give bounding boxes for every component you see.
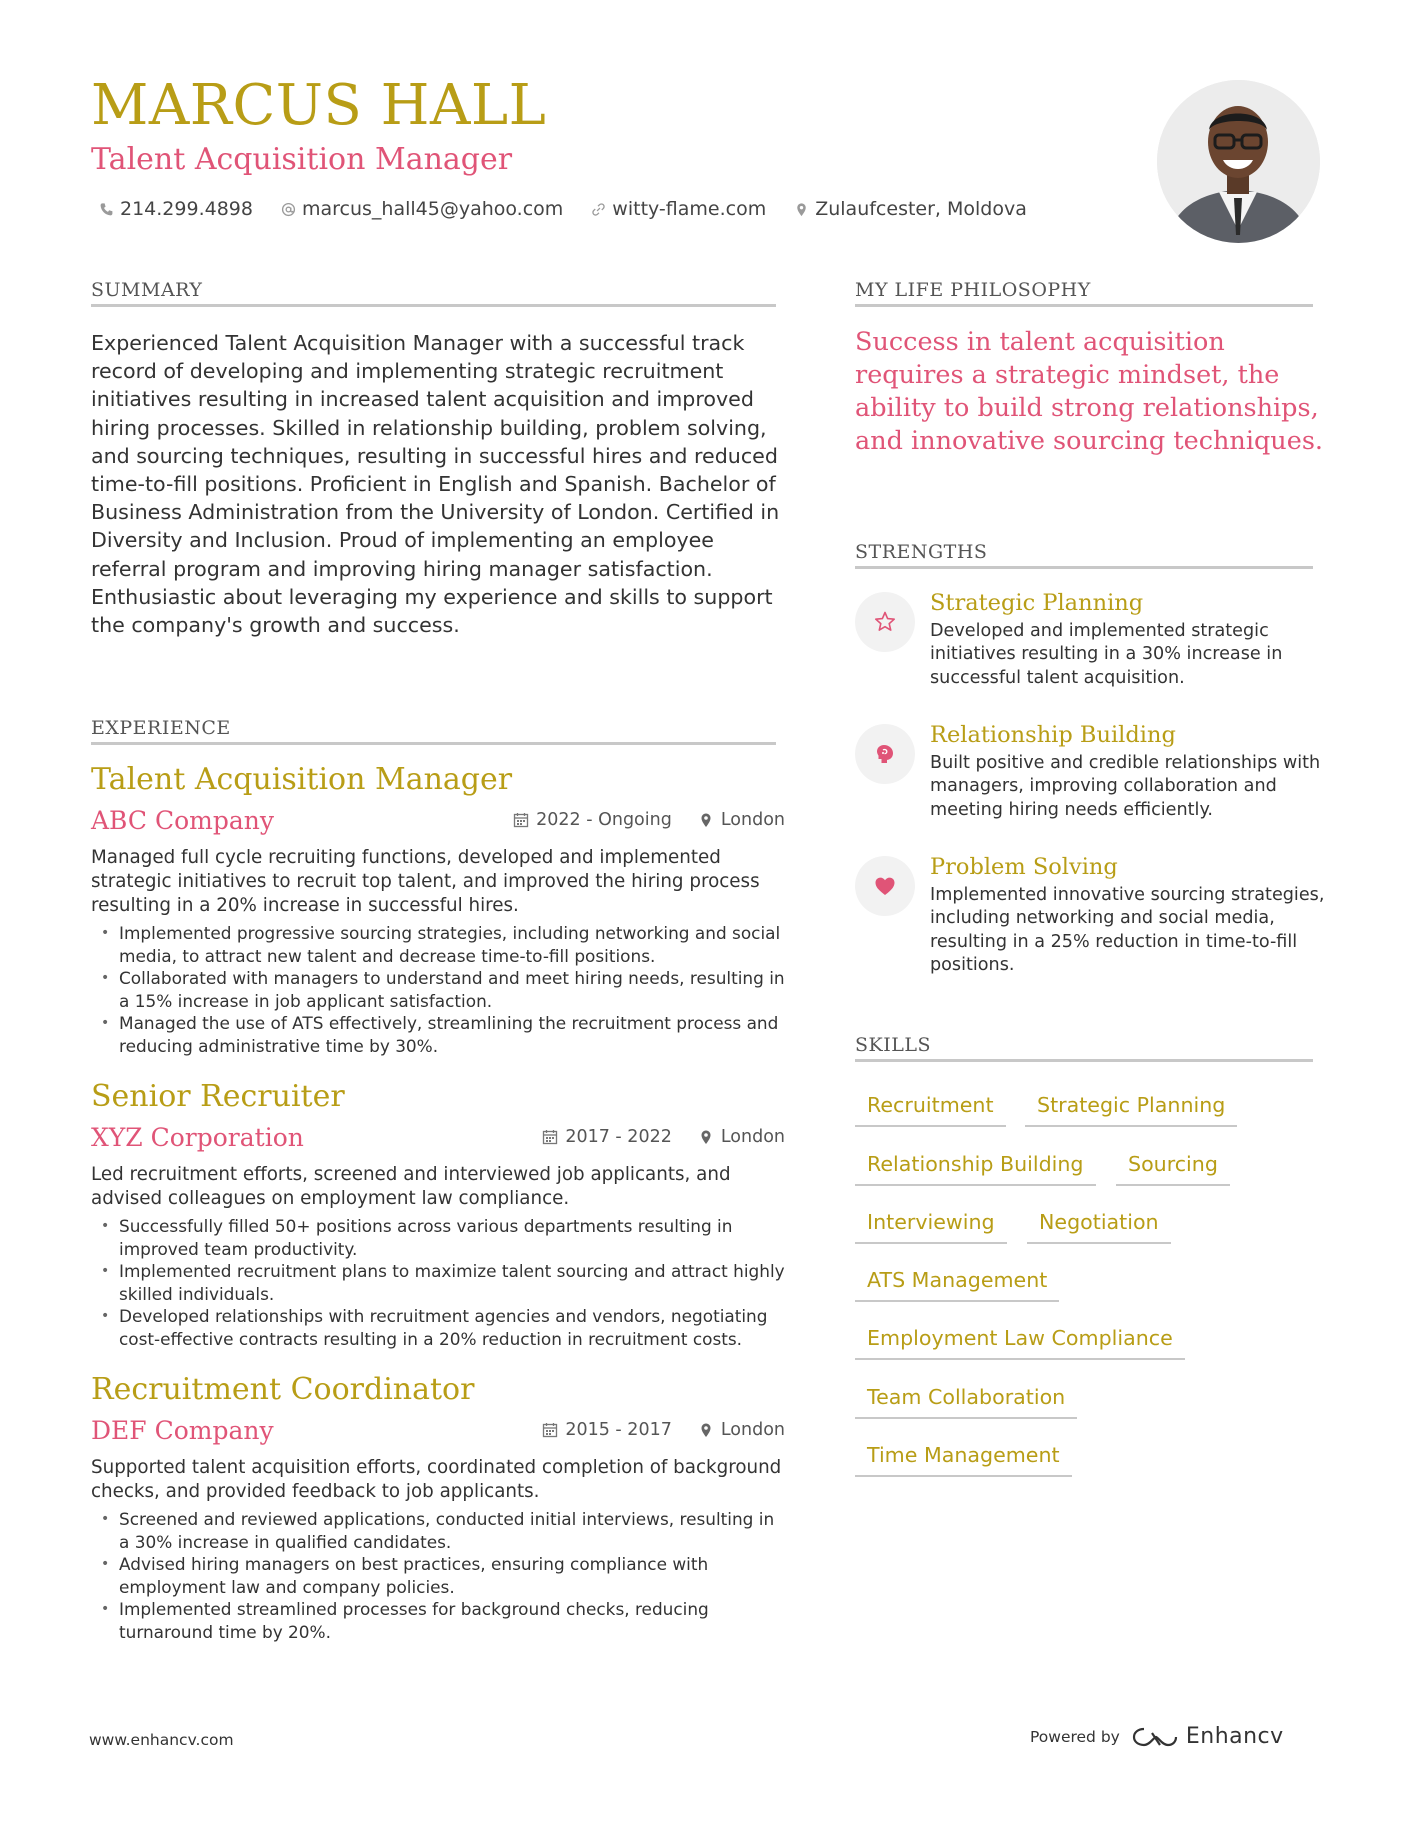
- skill-tag: Strategic Planning: [1025, 1085, 1237, 1127]
- strength-title: Problem Solving: [930, 854, 1118, 880]
- contact-bar: [99, 198, 1027, 220]
- philosophy-heading: MY LIFE PHILOSOPHY: [855, 279, 1091, 301]
- brand-logo[interactable]: [1132, 1724, 1284, 1749]
- summary-text: Experienced Talent Acquisition Manager with a successful track record of developing and implementing strategic recruitment initiatives resulting in increased talent acquisition and improved hiring processes. Skilled in relationship building, problem solving, and sourcing techniques, resulting in successful hires and reduced time-to-fill positions. Proficient in English and Spanish. Bachelor of Business Administration from the University of London. Certified in Diversity and Inclusion. Proud of implementing an employee referral program and improving hiring manager satisfaction. Enthusiastic about leveraging my experience and skills to support the company's growth and success.: [91, 331, 780, 638]
- skill-tag: Interviewing: [855, 1202, 1007, 1244]
- job-bullets: [91, 1508, 785, 1644]
- skill-tag: Relationship Building: [855, 1144, 1096, 1186]
- job-dates: [542, 1420, 672, 1440]
- heart-icon: [873, 874, 897, 898]
- job-location-text: London: [720, 1420, 785, 1440]
- job-bullet: • Implemented recruitment plans to maximize talent sourcing and attract highly skilled individuals.: [91, 1260, 785, 1305]
- job-location: [698, 1420, 785, 1440]
- strength-icon-badge: [855, 724, 915, 784]
- job-description: Led recruitment efforts, screened and interviewed job applicants, and advised colleagues on employment law compliance.: [91, 1164, 731, 1209]
- link-icon: [591, 202, 606, 217]
- job-entry: [91, 1079, 785, 1351]
- email-text: marcus_hall45@yahoo.com: [301, 198, 564, 220]
- location-pin-icon: [698, 1422, 714, 1438]
- job-meta: [513, 810, 785, 830]
- job-entry: [91, 1372, 785, 1644]
- profile-photo: [1157, 80, 1320, 243]
- candidate-title: Talent Acquisition Manager: [91, 142, 513, 177]
- skills-divider: [855, 1059, 1313, 1062]
- job-meta: [542, 1127, 785, 1147]
- brain-icon: [873, 742, 897, 766]
- job-meta: [542, 1420, 785, 1440]
- skill-tag: Negotiation: [1027, 1202, 1171, 1244]
- candidate-name: MARCUS HALL: [91, 73, 547, 138]
- calendar-icon: [542, 1422, 558, 1438]
- job-dates: [542, 1127, 672, 1147]
- job-company: DEF Company: [91, 1415, 274, 1445]
- location-pin-icon: [698, 812, 714, 828]
- skill-tag: Time Management: [855, 1435, 1072, 1477]
- job-dates-text: 2015 - 2017: [565, 1420, 672, 1440]
- job-company: XYZ Corporation: [91, 1122, 304, 1152]
- strength-description: Implemented innovative sourcing strategies, including networking and social media, resulting in a 25% reduction in time-to-fill positions.: [930, 885, 1325, 976]
- job-bullet: • Collaborated with managers to understand and meet hiring needs, resulting in a 15% increase in job applicant satisfaction.: [91, 967, 785, 1012]
- skill-tag: ATS Management: [855, 1260, 1059, 1302]
- strength-icon-badge: [855, 592, 915, 652]
- strength-description: Built positive and credible relationships with managers, improving collaboration and meeting hiring needs efficiently.: [930, 753, 1321, 820]
- job-title: Talent Acquisition Manager: [91, 762, 513, 797]
- job-location: [698, 1127, 785, 1147]
- summary-divider: [91, 304, 776, 307]
- job-location-text: London: [720, 1127, 785, 1147]
- summary-heading: SUMMARY: [91, 279, 203, 301]
- job-dates-text: 2017 - 2022: [565, 1127, 672, 1147]
- brand-name: Enhancv: [1185, 1724, 1284, 1749]
- calendar-icon: [542, 1129, 558, 1145]
- job-header-row: [91, 1119, 785, 1155]
- at-icon: [281, 202, 296, 217]
- job-description: Managed full cycle recruiting functions, developed and implemented strategic initiatives to recruit top talent, and improved the hiring process resulting in a 20% increase in successful hires.: [91, 847, 760, 916]
- website-text: witty-flame.com: [612, 198, 767, 220]
- powered-by-text: Powered by: [1030, 1727, 1120, 1746]
- contact-website[interactable]: [591, 198, 766, 220]
- job-location-text: London: [720, 810, 785, 830]
- phone-text: 214.299.4898: [120, 198, 253, 220]
- profile-photo-illustration: [1157, 80, 1320, 243]
- job-bullet: • Managed the use of ATS effectively, streamlining the recruitment process and reducing administrative time by 30%.: [91, 1012, 785, 1057]
- strength-title: Strategic Planning: [930, 590, 1144, 616]
- job-bullet: • Developed relationships with recruitment agencies and vendors, negotiating cost-effective contracts resulting in a 20% reduction in recruitment costs.: [91, 1305, 785, 1350]
- job-header-row: [91, 802, 785, 838]
- job-entry: [91, 762, 785, 1058]
- experience-divider: [91, 742, 776, 745]
- job-dates: [513, 810, 672, 830]
- enhancv-logo-icon: [1132, 1725, 1178, 1749]
- job-title: Recruitment Coordinator: [91, 1372, 475, 1407]
- footer-branding: [1030, 1724, 1284, 1749]
- job-bullet: • Successfully filled 50+ positions across various departments resulting in improved team productivity.: [91, 1215, 785, 1260]
- philosophy-quote: Success in talent acquisition requires a strategic mindset, the ability to build strong relationships, and innovative sourcing techniques.: [855, 327, 1324, 456]
- strength-title: Relationship Building: [930, 722, 1176, 748]
- strength-description: Developed and implemented strategic initiatives resulting in a 30% increase in successful talent acquisition.: [930, 621, 1283, 688]
- job-company: ABC Company: [91, 805, 274, 835]
- contact-location: [794, 198, 1027, 220]
- job-bullets: [91, 1215, 785, 1351]
- calendar-icon: [513, 812, 529, 828]
- strength-body: [930, 720, 1330, 822]
- strength-body: [930, 588, 1330, 690]
- job-dates-text: 2022 - Ongoing: [536, 810, 672, 830]
- job-bullets: [91, 922, 785, 1058]
- skill-tag: Recruitment: [855, 1085, 1006, 1127]
- job-bullet: • Advised hiring managers on best practices, ensuring compliance with employment law and company policies.: [91, 1553, 785, 1598]
- phone-icon: [99, 202, 114, 217]
- location-pin-icon: [794, 202, 809, 217]
- footer-website[interactable]: www.enhancv.com: [89, 1731, 234, 1749]
- skills-heading: SKILLS: [855, 1034, 931, 1056]
- job-bullet: • Implemented streamlined processes for background checks, reducing turnaround time by 20%.: [91, 1598, 785, 1643]
- job-bullet: • Screened and reviewed applications, conducted initial interviews, resulting in a 30% increase in qualified candidates.: [91, 1508, 785, 1553]
- experience-heading: EXPERIENCE: [91, 717, 231, 739]
- strength-body: [930, 852, 1330, 978]
- strength-icon-badge: [855, 856, 915, 916]
- contact-email[interactable]: [281, 198, 563, 220]
- star-icon: [873, 610, 897, 634]
- philosophy-divider: [855, 304, 1313, 307]
- job-title: Senior Recruiter: [91, 1079, 345, 1114]
- job-description: Supported talent acquisition efforts, coordinated completion of background checks, and provided feedback to job applicants.: [91, 1457, 782, 1502]
- location-text: Zulaufcester, Moldova: [815, 198, 1027, 220]
- skill-tag: Sourcing: [1116, 1144, 1230, 1186]
- contact-phone: [99, 198, 253, 220]
- strengths-heading: STRENGTHS: [855, 541, 988, 563]
- job-location: [698, 810, 785, 830]
- skill-tag: Team Collaboration: [855, 1377, 1077, 1419]
- location-pin-icon: [698, 1129, 714, 1145]
- job-header-row: [91, 1412, 785, 1448]
- strengths-divider: [855, 566, 1313, 569]
- job-bullet: • Implemented progressive sourcing strategies, including networking and social media, to attract new talent and decrease time-to-fill positions.: [91, 922, 785, 967]
- skill-tag: Employment Law Compliance: [855, 1318, 1185, 1360]
